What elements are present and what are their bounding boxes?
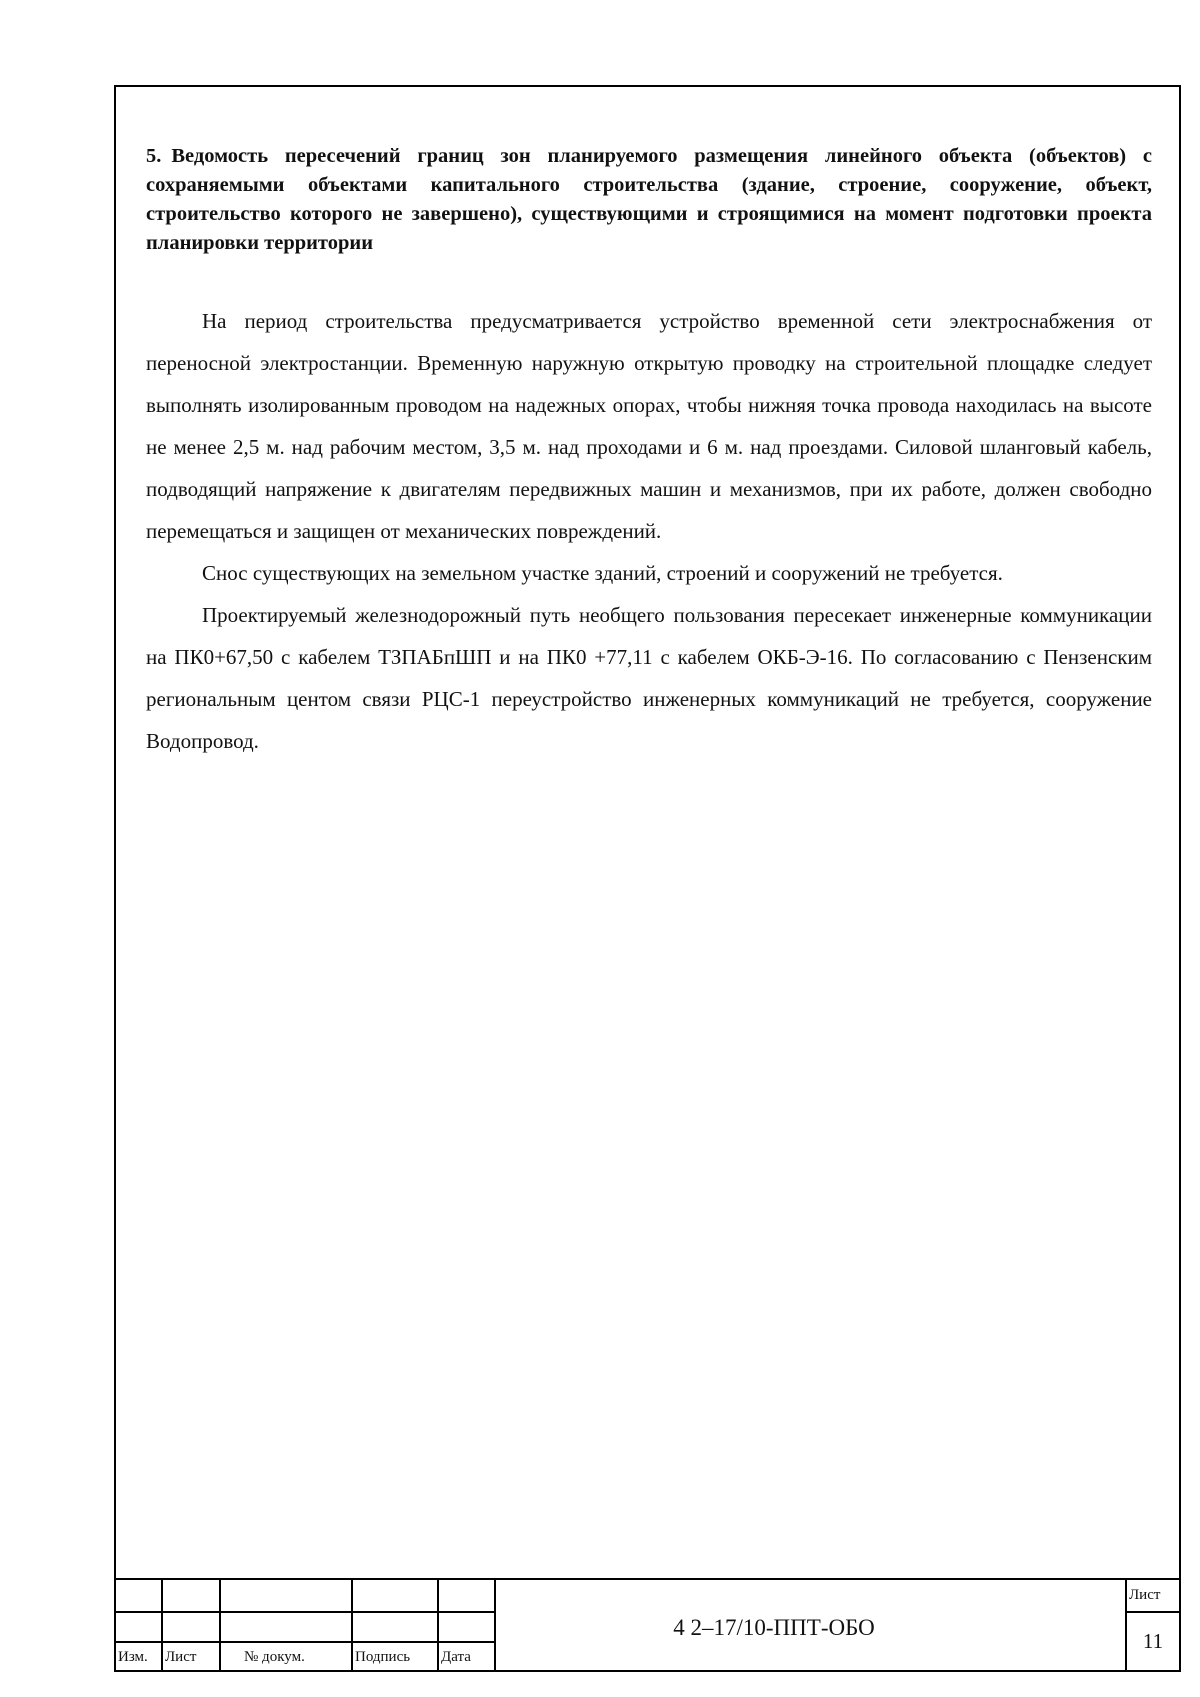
section-number: 5. [146, 145, 162, 167]
page-content [146, 142, 1152, 762]
stamp-col-divider [161, 1578, 163, 1672]
sheet-box-divider [1125, 1611, 1181, 1613]
title-block [114, 1578, 1181, 1672]
label-signature: Подпись [355, 1649, 411, 1665]
stamp-col-divider [219, 1578, 221, 1672]
body-text [146, 300, 1152, 762]
stamp-col-divider [351, 1578, 353, 1672]
label-doc-number: № докум. [244, 1649, 305, 1665]
label-date: Дата [441, 1649, 471, 1665]
sheet-label: Лист [1129, 1587, 1161, 1603]
paragraph: Проектируемый железнодорожный путь необщего пользования пересекает инженерные коммуникации на ПК0+67,50 с кабелем ТЗПАБпШП и на ПК0 +77,11 с кабелем ОКБ-Э-16. По согласованию с Пензенским региональным центом связи РЦС-1 переустройство инженерных коммуникаций не требуется, сооружение Водопровод. [146, 603, 1152, 753]
section-heading [146, 142, 1152, 258]
sheet-box-left [1125, 1578, 1127, 1672]
document-code: 4 2–17/10-ППТ-ОБО [673, 1615, 875, 1640]
section-title: Ведомость пересечений границ зон планируемого размещения линейного объекта (объектов) с сохраняемыми объектами капитального строительства (здание, строение, сооружение, объект, строительство которого не завершено), существующими и строящимися на момент подготовки проекта планировки территории [146, 145, 1152, 254]
stamp-col-divider [437, 1578, 439, 1672]
paragraph: Снос существующих на земельном участке зданий, строений и сооружений не требуется. [202, 561, 1003, 585]
paragraph: На период строительства предусматривается устройство временной сети электроснабжения от переносной электростанции. Временную наружную открытую проводку на строительной площадке следует выполнять изолированным проводом на надежных опорах, чтобы нижняя точка провода находилась на высоте не менее 2,5 м. над рабочим местом, 3,5 м. над проходами и 6 м. над проездами. Силовой шланговый кабель, подводящий напряжение к двигателям передвижных машин и механизмов, при их работе, должен свободно перемещаться и защищен от механических повреждений. [146, 309, 1152, 543]
sheet-number: 11 [1142, 1629, 1164, 1653]
stamp-top-border [114, 1578, 1181, 1580]
label-list: Лист [165, 1649, 197, 1665]
label-izm: Изм. [118, 1649, 148, 1665]
